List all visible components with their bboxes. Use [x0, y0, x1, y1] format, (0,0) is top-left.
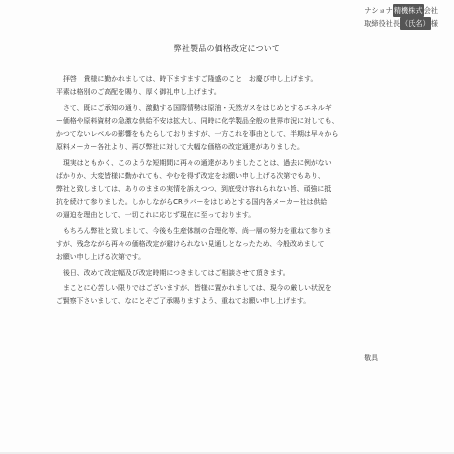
paragraph-line: 原料メーカー各社より、再び弊社に対して大幅な価格の改定通達がありました。	[56, 143, 304, 152]
paragraph	[56, 267, 386, 280]
paragraph-line: さて、既にご承知の通り、激動する国際情勢は原油・天然ガスをはじめとするエネルギ	[63, 103, 332, 112]
paragraph-line: 抗を続けて参りました。しかしながらCRラバーをはじめとする国内各メーカー社は供給	[56, 198, 328, 207]
sender-company	[364, 4, 438, 17]
paragraph-line: 後日、改めて改定幅及び改定時期につきましてはご相談させて頂きます。	[63, 268, 290, 277]
paragraph-line: ご賢察下さいまして、なにとぞご了承賜りますよう、重ねてお願い申し上げます。	[56, 297, 311, 306]
paragraph-line: 現実はともかく、このような短期間に再々の通達がありましたことは、過去に例がない	[63, 158, 332, 167]
closing-keigu: 敬具	[364, 354, 378, 362]
paragraph-line: の逼迫を理由として、一切これに応じず現在に至っております。	[56, 211, 256, 220]
paragraph-line: かつてないレベルの影響をもたらしておりますが、一方これを事由として、半期は早々から	[56, 130, 339, 139]
paragraph-line: ー価格や原料資材の急激な供給不安は拡大し、同時に化学製品全般の世界市況に対しても、	[56, 116, 339, 125]
paragraph-line: 弊社と致しましては、ありのままの実情を訴えつつ、到底受け容れられない旨、頑強に抵	[56, 185, 332, 194]
sender-representative	[364, 17, 438, 30]
letter-title: 弊社製品の価格改定について	[173, 44, 281, 53]
sender-block	[364, 4, 438, 30]
paragraph-line: 拝啓 貴様に勤かれましては、時下ますますご隆盛のこと お慶び申し上げます。	[63, 75, 318, 83]
paragraph	[56, 225, 386, 264]
paragraph-line: もちろん弊社と致しまして、今後も生産体制の合理化等、尚一層の努力を重ねて参りま	[63, 226, 332, 235]
paragraph	[56, 102, 386, 155]
redacted-representative-name: （氏名）	[401, 19, 430, 28]
paragraph-line: お願い申し上げる次第です。	[56, 253, 146, 262]
letter-body	[56, 73, 386, 311]
paragraph-line: ばかりか、大変皆様に勤かれても、やむを得ず改定をお願い申し上げる次第でもあり、	[56, 171, 325, 180]
paragraph-line: すが、残念ながら再々の価格改定が避けられない見通しとなったため、今般改めまして	[56, 240, 325, 249]
sender-title: 取締役社長	[364, 19, 401, 28]
redacted-company-name: 精機株式	[393, 6, 423, 15]
sender-company-suffix: 会社	[423, 6, 438, 15]
paragraph	[56, 282, 386, 308]
sender-honorific: 様	[430, 19, 438, 28]
paragraph	[56, 73, 386, 99]
paragraph	[56, 157, 386, 223]
paragraph-line: 平素は格別のご高配を賜り、厚く御礼申し上げます。	[56, 88, 221, 97]
sender-company-prefix: ナショナ	[364, 6, 393, 15]
paragraph-line: まことに心苦しい限りではございますが、皆様に置かれましては、現今の厳しい状況を	[63, 284, 332, 293]
